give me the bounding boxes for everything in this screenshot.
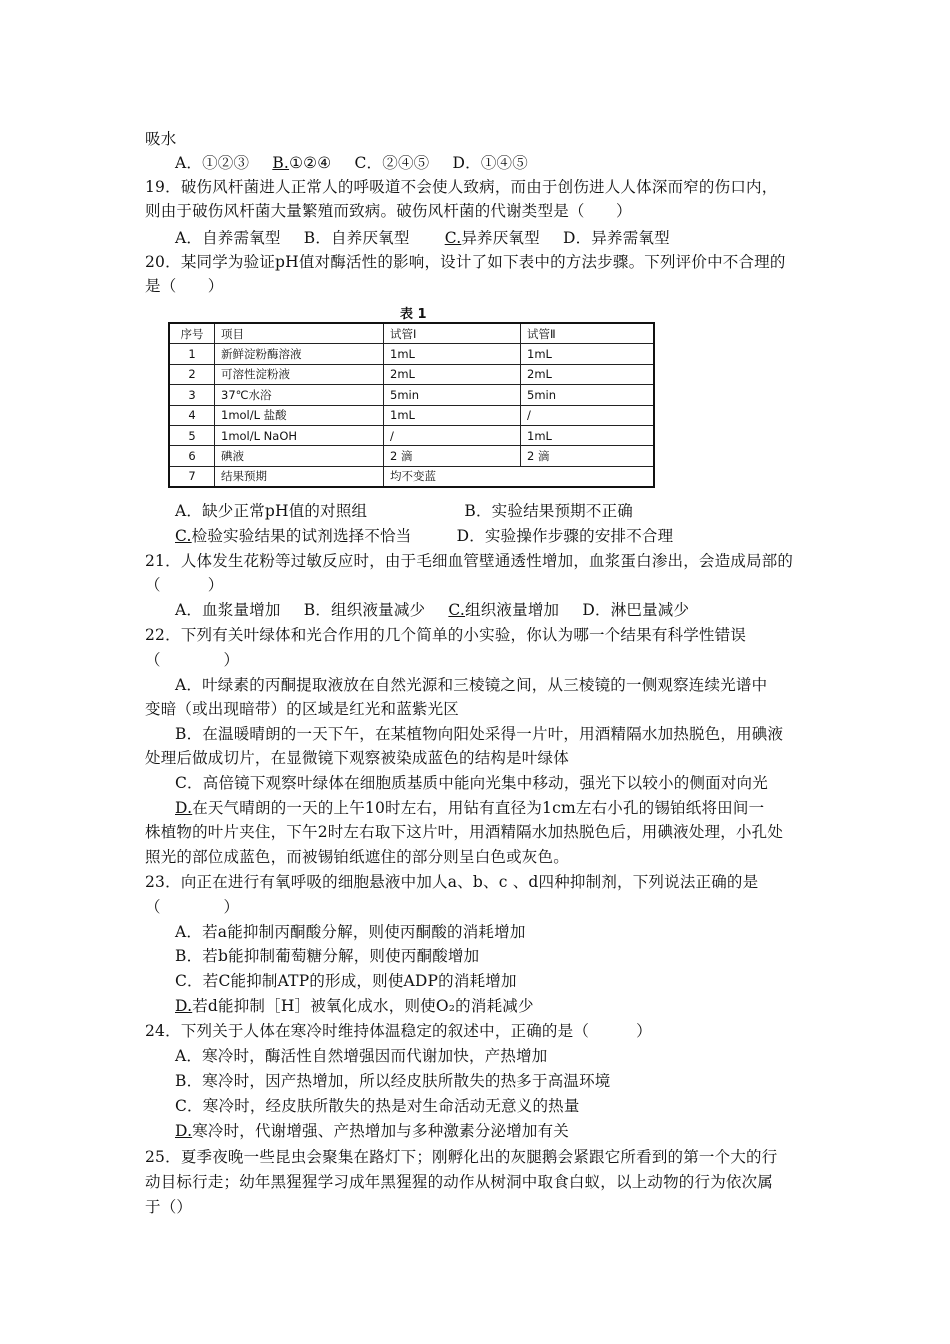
q19-stem-line1: 19．破伤风杆菌进人正常人的呼吸道不会使人致病，而由于创伤进人人体深而窄的伤口内，: [145, 178, 778, 196]
table-row: [169, 405, 654, 425]
q24-option-d-letter: D.: [175, 1122, 193, 1140]
q21-option-c-letter: C.: [448, 601, 466, 619]
q24-option-d-text: 寒冷时，代谢增强、产热增加与多种激素分泌增加有关: [192, 1122, 570, 1140]
q18-option-a: A．①②③: [175, 154, 250, 172]
q20-options-row2: [175, 525, 673, 547]
q21-option-b: B．组织液量减少: [303, 601, 426, 619]
table-cell: 1mL: [384, 344, 521, 364]
q25-stem-line3: 于（）: [145, 1198, 193, 1216]
q23-option-b: B．若b能抑制葡萄糖分解，则使丙酮酸增加: [175, 947, 480, 965]
q18-option-b-letter: B.: [272, 154, 290, 172]
table-header-cell: 序号: [169, 323, 215, 344]
q19-option-d: D．异养需氧型: [562, 229, 670, 247]
q19-option-c: 异养厌氧型: [461, 229, 540, 247]
q20-option-c: 检验实验结果的试剂选择不恰当: [191, 527, 412, 545]
q18-option-d: D．①④⑤: [452, 154, 528, 172]
q21-option-c: 组织液量增加: [465, 601, 560, 619]
q22-option-d-letter: D.: [175, 799, 193, 817]
q19-stem-line2: 则由于破伤风杆菌大量繁殖而致病。破伤风杆菌的代谢类型是（ ）: [145, 202, 632, 220]
table-cell: [521, 466, 655, 487]
table-cell: 6: [169, 446, 215, 466]
table-header-cell: 试管Ⅱ: [521, 323, 655, 344]
q20-options-row1: [175, 500, 633, 522]
q20-option-a: A．缺少正常pH值的对照组: [175, 502, 368, 520]
table-cell: 1mol/L 盐酸: [215, 405, 384, 425]
q24-option-a: A．寒冷时，酶活性自然增强因而代谢加快，产热增加: [175, 1047, 548, 1065]
q19-option-a: A．自养需氧型: [175, 229, 281, 247]
q20-option-d: D．实验操作步骤的安排不合理: [456, 527, 674, 545]
q22-option-b-line2: 处理后做成切片，在显微镜下观察被染成蓝色的结构是叶绿体: [145, 749, 569, 767]
table-header-cell: 试管Ⅰ: [384, 323, 521, 344]
table-cell: 可溶性淀粉液: [215, 364, 384, 384]
table-header-cell: 项目: [215, 323, 384, 344]
q20-stem-line2: 是（ ）: [145, 277, 224, 295]
table-cell: 2 滴: [521, 446, 655, 466]
table-row: [169, 385, 654, 405]
q25-stem-line2: 动目标行走；幼年黑猩猩学习成年黑猩猩的动作从树洞中取食白蚁，以上动物的行为依次属: [145, 1173, 774, 1191]
table-cell: 2: [169, 364, 215, 384]
table-cell: 新鲜淀粉酶溶液: [215, 344, 384, 364]
q24-option-d: [175, 1120, 569, 1142]
q22-option-b-line1: B．在温暖晴朗的一天下午，在某植物向阳处采得一片叶，用酒精隔水加热脱色，用碘液: [175, 725, 784, 743]
table-cell: 3: [169, 385, 215, 405]
q18-option-b: ①②④: [289, 154, 332, 172]
q21-option-d: D．淋巴量减少: [582, 601, 690, 619]
table-cell: 结果预期: [215, 466, 384, 487]
q25-stem-line1: 25．夏季夜晚一些昆虫会聚集在路灯下；刚孵化出的灰腿鹅会紧跟它所看到的第一个大的行: [145, 1148, 778, 1166]
table-row: [169, 466, 654, 487]
table-row: [169, 425, 654, 445]
table-cell: 1mL: [384, 405, 521, 425]
table-cell: /: [521, 405, 655, 425]
table-cell: /: [384, 425, 521, 445]
table-row: [169, 364, 654, 384]
q20-option-c-letter: C.: [175, 527, 192, 545]
table-cell: 5min: [384, 385, 521, 405]
q18-options: [175, 152, 528, 174]
q21-stem-line1: 21．人体发生花粉等过敏反应时，由于毛细血管壁通透性增加，血浆蛋白渗出，会造成局部的: [145, 552, 794, 570]
table-cell: 5min: [521, 385, 655, 405]
table-cell: 碘液: [215, 446, 384, 466]
table-cell: 1mol/L NaOH: [215, 425, 384, 445]
q19-option-c-letter: C.: [444, 229, 462, 247]
q21-stem-line2: （ ）: [145, 576, 224, 594]
table-row: [169, 344, 654, 364]
q24-option-c: C．寒冷时，经皮肤所散失的热是对生命活动无意义的热量: [175, 1097, 580, 1115]
table-cell: 均不变蓝: [384, 466, 521, 487]
q23-option-d: [175, 995, 534, 1017]
q22-option-a-line2: 变暗（或出现暗带）的区域是红光和蓝紫光区: [145, 700, 460, 718]
experiment-table: [168, 322, 655, 488]
q23-stem-line1: 23．向正在进行有氧呼吸的细胞悬液中加人a、b、c 、d四种抑制剂，下列说法正确的是: [145, 873, 759, 891]
table-cell: 1mL: [521, 425, 655, 445]
q20-stem-line1: 20．某同学为验证pH值对酶活性的影响，设计了如下表中的方法步骤。下列评价中不合理的: [145, 253, 786, 271]
q18-tail: 吸水: [145, 130, 177, 148]
q22-option-d-line2: 株植物的叶片夹住，下午2时左右取下这片叶，用酒精隔水加热脱色后，用碘液处理，小孔处: [145, 823, 784, 841]
q23-option-c: C．若C能抑制ATP的形成，则使ADP的消耗增加: [175, 972, 517, 990]
table-cell: 37℃水浴: [215, 385, 384, 405]
q22-option-d-text: 在天气晴朗的一天的上午10时左右，用钻有直径为1cm左右小孔的锡铂纸将田间一: [192, 799, 765, 817]
table-cell: 5: [169, 425, 215, 445]
q21-option-a: A．血浆量增加: [175, 601, 281, 619]
q21-options: [175, 599, 689, 621]
table-cell: 1mL: [521, 344, 655, 364]
q23-option-d-letter: D.: [175, 997, 193, 1015]
q22-option-d-line3: 照光的部位成蓝色，而被锡铂纸遮住的部分则呈白色或灰色。: [145, 848, 569, 866]
table-cell: 2mL: [521, 364, 655, 384]
table-cell: 4: [169, 405, 215, 425]
table-cell: 1: [169, 344, 215, 364]
table-cell: 2 滴: [384, 446, 521, 466]
q22-option-c: C．高倍镜下观察叶绿体在细胞质基质中能向光集中移动，强光下以较小的侧面对向光: [175, 774, 768, 792]
q18-option-c: C．②④⑤: [354, 154, 430, 172]
table-caption: 表 1: [400, 307, 427, 322]
table-row: [169, 446, 654, 466]
q22-stem-line1: 22．下列有关叶绿体和光合作用的几个简单的小实验，你认为哪一个结果有科学性错误: [145, 626, 747, 644]
table-cell: 2mL: [384, 364, 521, 384]
q22-option-a-line1: A．叶绿素的丙酮提取液放在自然光源和三棱镜之间，从三棱镜的一侧观察连续光谱中: [175, 676, 768, 694]
q22-option-d-line1: [175, 797, 764, 819]
q20-option-b: B．实验结果预期不正确: [464, 502, 633, 520]
q24-stem: 24．下列关于人体在寒冷时维持体温稳定的叙述中，正确的是（ ）: [145, 1022, 652, 1040]
table-header-row: [169, 323, 654, 344]
q22-stem-line2: （ ）: [145, 651, 240, 669]
table-cell: 7: [169, 466, 215, 487]
q23-stem-line2: （ ）: [145, 898, 240, 916]
q19-option-b: B．自养厌氧型: [303, 229, 410, 247]
q23-option-d-text: 若d能抑制［H］被氧化成水，则使O₂的消耗减少: [192, 997, 534, 1015]
q24-option-b: B．寒冷时，因产热增加，所以经皮肤所散失的热多于高温环境: [175, 1072, 611, 1090]
q23-option-a: A．若a能抑制丙酮酸分解，则使丙酮酸的消耗增加: [175, 923, 526, 941]
q19-options: [175, 227, 670, 249]
